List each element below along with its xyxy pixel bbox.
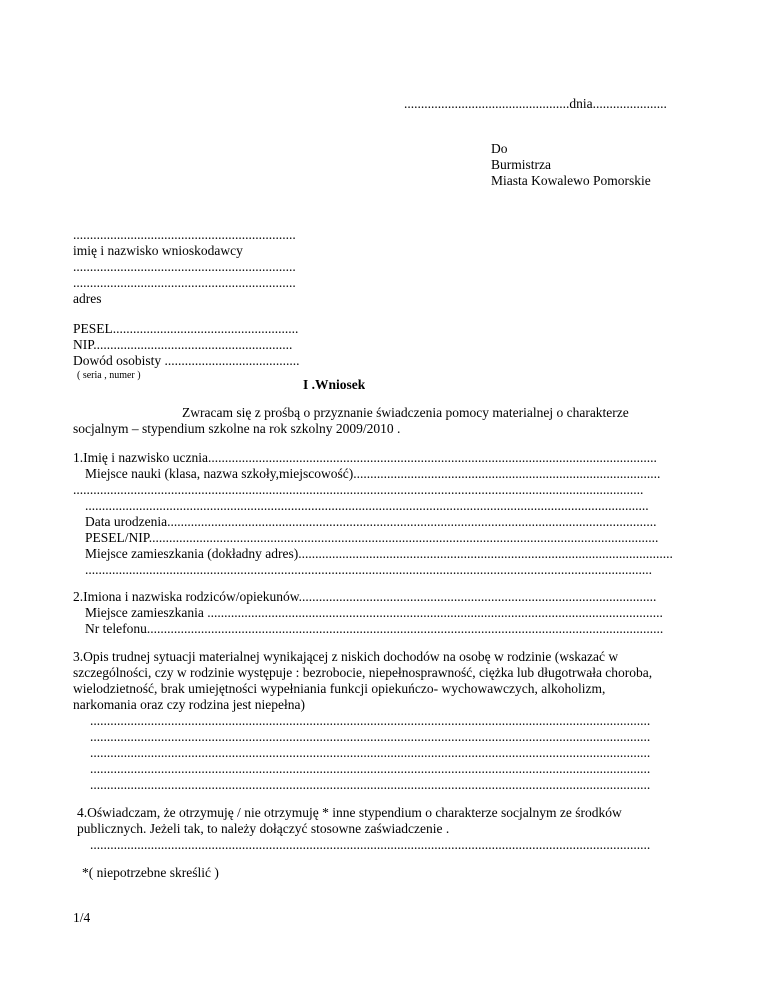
- student-name-line: 1.Imię i nazwisko ucznia.....................................................................................................................................: [73, 450, 657, 465]
- situation-dots-3: ......................................................................................................................................................................: [90, 745, 651, 760]
- request-text-line-1: Zwracam się z prośbą o przyznanie świadczenia pomocy materialnej o charakterze: [182, 405, 629, 420]
- student-residence-dots: ........................................................................................................................................................................: [85, 562, 652, 577]
- school-line: Miejsce nauki (klasa, nazwa szkoły,miejscowość)...........................................................................................: [85, 466, 661, 481]
- recipient-title: Burmistrza: [491, 157, 551, 172]
- declaration-line-1: 4.Oświadczam, że otrzymuję / nie otrzymuję * inne stypendium o charakterze socjalnym ze środków: [77, 805, 622, 820]
- student-residence-line: Miejsce zamieszkania (dokładny adres)...............................................................................................................: [85, 546, 673, 561]
- date-line: .................................................dnia......................: [404, 96, 667, 111]
- id-card-line: Dowód osobisty ........................................: [73, 353, 300, 368]
- situation-dots-1: ......................................................................................................................................................................: [90, 713, 651, 728]
- school-dots-2: .......................................................................................................................................................................: [85, 498, 649, 513]
- situation-text-line-3: wielodzietność, brak umiejętności wypełniania funkcji opiekuńczo- wychowawczych, alkoholizm,: [73, 681, 606, 696]
- birth-date-line: Data urodzenia.................................................................................................................................................: [85, 514, 657, 529]
- situation-dots-2: ......................................................................................................................................................................: [90, 729, 651, 744]
- applicant-address-dots-2: ..................................................................: [73, 275, 296, 290]
- footnote: *( niepotrzebne skreślić ): [82, 865, 219, 880]
- situation-dots-5: ......................................................................................................................................................................: [90, 777, 651, 792]
- applicant-address-dots-1: ..................................................................: [73, 259, 296, 274]
- declaration-line-2: publicznych. Jeżeli tak, to należy dołączyć stosowne zaświadczenie .: [77, 821, 450, 836]
- applicant-name-label: imię i nazwisko wnioskodawcy: [73, 243, 243, 258]
- school-dots-1: .........................................................................................................................................................................: [73, 482, 644, 497]
- page-number: 1/4: [73, 910, 91, 925]
- applicant-name-dots: ..................................................................: [73, 227, 296, 242]
- student-pesel-nip-line: PESEL/NIP.......................................................................................................................................................: [85, 530, 659, 545]
- parents-residence-line: Miejsce zamieszkania .......................................................................................................................................: [85, 605, 663, 620]
- request-text-line-2: socjalnym – stypendium szkolne na rok szkolny 2009/2010 .: [73, 421, 401, 436]
- id-card-hint: ( seria , numer ): [77, 370, 141, 381]
- nip-line: NIP...........................................................: [73, 337, 293, 352]
- phone-line: Nr telefonu.........................................................................................................................................................: [85, 621, 664, 636]
- section-title: I .Wniosek: [303, 377, 366, 392]
- recipient-to: Do: [491, 141, 508, 156]
- situation-dots-4: ......................................................................................................................................................................: [90, 761, 651, 776]
- pesel-line: PESEL.......................................................: [73, 321, 299, 336]
- parents-names-line: 2.Imiona i nazwiska rodziców/opiekunów..........................................................................................................: [73, 589, 657, 604]
- applicant-address-label: adres: [73, 291, 102, 306]
- situation-text-line-1: 3.Opis trudnej sytuacji materialnej wynikającej z niskich dochodów na osobę w rodzinie (wskazać w: [73, 649, 619, 664]
- situation-text-line-2: szczególności, czy w rodzinie występuje : bezrobocie, niepełnosprawność, ciężka lub długotrwała choroba,: [73, 665, 653, 680]
- situation-text-line-4: narkomania oraz czy rodzina jest niepełna): [73, 697, 306, 712]
- recipient-office: Miasta Kowalewo Pomorskie: [491, 173, 651, 188]
- declaration-dots: ......................................................................................................................................................................: [90, 837, 651, 852]
